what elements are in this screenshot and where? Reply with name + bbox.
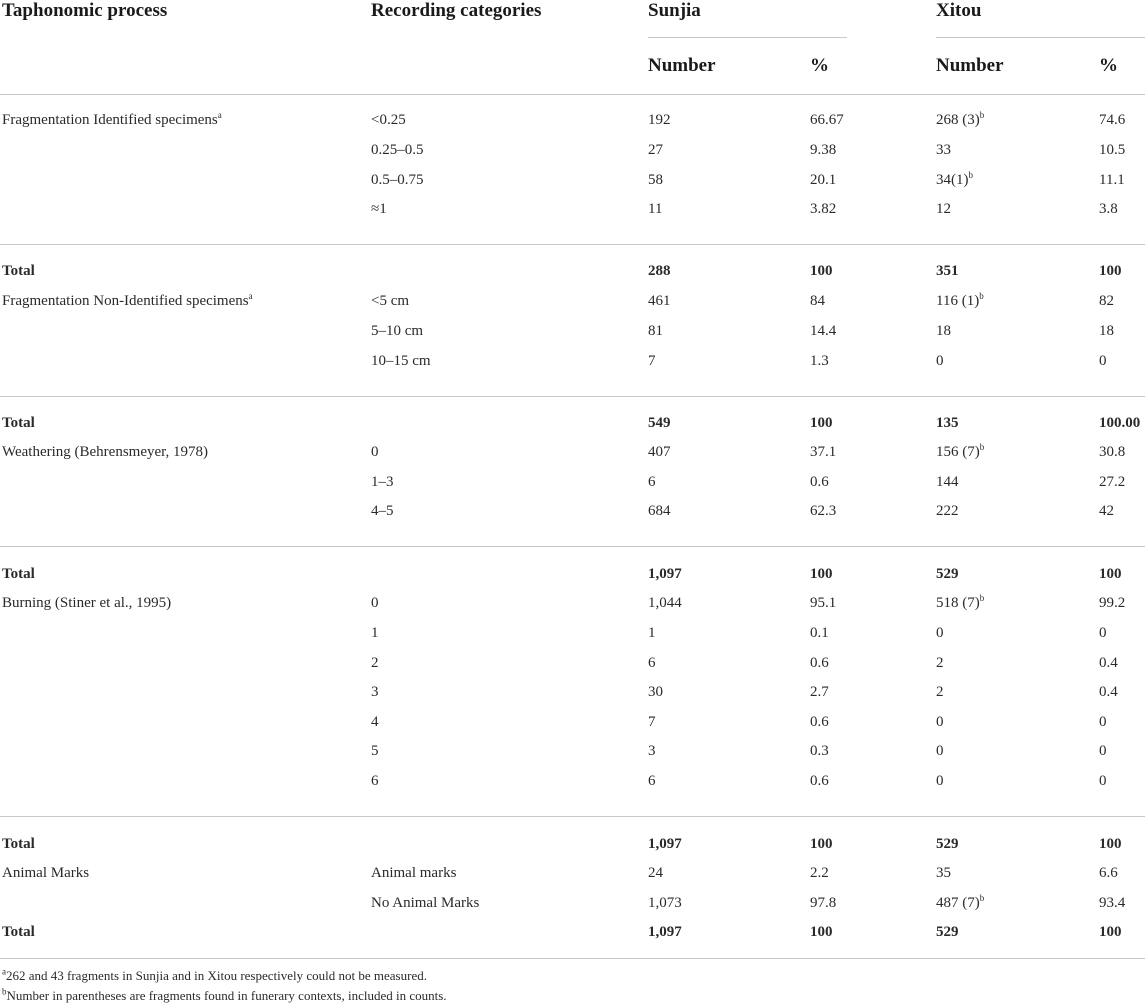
cell-xitou-percent: 11.1 [1099,172,1125,188]
cell-xitou-number: 144 [936,474,959,490]
cell-sunjia-number: 1,044 [648,595,682,611]
cell-xitou-number: 0 [936,625,944,641]
cell-category: <0.25 [371,112,406,128]
cell-category: 4 [371,714,379,730]
header-sunjia-percent: % [810,55,829,76]
cell-xitou-number: $34(1)^b$ [936,170,973,188]
cell-sunjia-percent: 66.67 [810,112,844,128]
header-recording-categories: Recording categories [371,0,542,21]
cell-sunjia-number: 192 [648,112,671,128]
cell-xitou-percent: 6.6 [1099,865,1118,881]
cell-sunjia-percent: 0.6 [810,714,829,730]
cell-category: 2 [371,655,379,671]
cell-process: Total [2,415,35,431]
cell-category: 0 [371,444,379,460]
cell-sunjia-number: 549 [648,415,671,431]
cell-sunjia-percent: 62.3 [810,503,837,519]
cell-category: 0.5–0.75 [371,172,424,188]
table-bottom-rule [0,958,1145,959]
cell-xitou-number: 351 [936,263,959,279]
header-bottom-rule [0,94,1145,95]
cell-process: Total [2,263,35,279]
cell-xitou-percent: 30.8 [1099,444,1126,460]
cell-sunjia-number: 24 [648,865,663,881]
cell-category: 0.25–0.5 [371,142,424,158]
cell-xitou-percent: 0 [1099,714,1107,730]
cell-xitou-number: 18 [936,323,951,339]
cell-sunjia-number: 6 [648,773,656,789]
cell-xitou-percent: 10.5 [1099,142,1126,158]
cell-sunjia-number: 7 [648,353,656,369]
cell-xitou-number: 268 $(3)^b$ [936,110,985,128]
cell-category: 5–10 cm [371,323,424,339]
section-rule [0,546,1145,547]
footnote-a: $^a$262 and 43 fragments in Sunjia and in Xitou respectively could not be measured. [2,966,427,983]
cell-category: 10–15 cm [371,353,431,369]
cell-category: No Animal Marks [371,895,480,911]
cell-sunjia-percent: 95.1 [810,595,837,611]
cell-sunjia-number: 30 [648,684,663,700]
cell-xitou-percent: 74.6 [1099,112,1126,128]
cell-sunjia-number: 27 [648,142,663,158]
cell-process: Fragmentation Identified specimens$^a$ [2,110,222,128]
cell-xitou-percent: 100 [1099,566,1122,582]
cell-xitou-percent: 0 [1099,353,1107,369]
cell-sunjia-number: 684 [648,503,671,519]
header-site-sunjia: Sunjia [648,0,701,21]
cell-xitou-percent: 82 [1099,293,1114,309]
cell-sunjia-percent: 0.6 [810,474,829,490]
cell-xitou-percent: 0 [1099,773,1107,789]
cell-category: 0 [371,595,379,611]
section-rule [0,396,1145,397]
section-rule [0,244,1145,245]
cell-process: Total [2,924,35,940]
cell-sunjia-number: 6 [648,474,656,490]
cell-xitou-percent: 42 [1099,503,1114,519]
cell-sunjia-percent: 20.1 [810,172,837,188]
cell-sunjia-number: 407 [648,444,671,460]
section-rule [0,816,1145,817]
cell-category: 3 [371,684,379,700]
cell-process: Total [2,836,35,852]
cell-xitou-number: 222 [936,503,959,519]
cell-xitou-number: 135 [936,415,959,431]
cell-xitou-number: 35 [936,865,951,881]
cell-sunjia-number: 1,097 [648,566,682,582]
cell-xitou-percent: 0 [1099,625,1107,641]
cell-xitou-number: 156 $(7)^b$ [936,442,985,460]
cell-category: Animal marks [371,865,457,881]
cell-xitou-number: 518 $(7)^b$ [936,593,985,611]
cell-process: Burning (Stiner et al., 1995) [2,595,172,611]
header-xitou-percent: % [1099,55,1118,76]
header-sunjia-number: Number [648,55,716,76]
cell-sunjia-percent: 100 [810,566,833,582]
cell-category: 5 [371,743,379,759]
cell-sunjia-percent: 0.6 [810,655,829,671]
cell-xitou-number: 529 [936,566,959,582]
cell-process: Fragmentation Non-Identified specimens$^a$ [2,291,253,309]
sunjia-subheader-rule [648,37,847,38]
cell-sunjia-percent: 100 [810,924,833,940]
cell-xitou-percent: 0.4 [1099,655,1118,671]
cell-sunjia-number: 58 [648,172,663,188]
cell-xitou-percent: 100 [1099,924,1122,940]
cell-sunjia-number: 1,097 [648,924,682,940]
cell-sunjia-number: 6 [648,655,656,671]
header-xitou-number: Number [936,55,1004,76]
cell-sunjia-percent: 9.38 [810,142,837,158]
cell-xitou-percent: 0 [1099,743,1107,759]
cell-xitou-number: 0 [936,714,944,730]
footnote-b: $^b$Number in parentheses are fragments found in funerary contexts, included in counts. [2,986,447,1003]
cell-category: <5 cm [371,293,410,309]
cell-xitou-number: 2 [936,684,944,700]
cell-xitou-number: 529 [936,924,959,940]
cell-sunjia-number: 81 [648,323,663,339]
cell-sunjia-number: 1,097 [648,836,682,852]
cell-sunjia-percent: 2.7 [810,684,829,700]
cell-sunjia-percent: 1.3 [810,353,829,369]
cell-xitou-number: 0 [936,353,944,369]
cell-xitou-number: 33 [936,142,951,158]
xitou-subheader-rule [936,37,1145,38]
cell-xitou-number: 0 [936,743,944,759]
cell-sunjia-number: 1 [648,625,656,641]
cell-sunjia-percent: 0.1 [810,625,829,641]
cell-sunjia-percent: 100 [810,263,833,279]
cell-sunjia-percent: 3.82 [810,201,837,217]
cell-xitou-percent: 100 [1099,836,1122,852]
cell-sunjia-percent: 37.1 [810,444,837,460]
cell-xitou-percent: 100 [1099,263,1122,279]
cell-xitou-percent: 93.4 [1099,895,1126,911]
cell-sunjia-number: 461 [648,293,671,309]
cell-process: Total [2,566,35,582]
cell-sunjia-percent: 0.3 [810,743,829,759]
cell-xitou-percent: 3.8 [1099,201,1118,217]
cell-category: 1 [371,625,379,641]
cell-xitou-number: 12 [936,201,951,217]
cell-xitou-number: 487 $(7)^b$ [936,893,985,911]
cell-xitou-percent: 18 [1099,323,1114,339]
cell-sunjia-number: 1,073 [648,895,682,911]
cell-process: Weathering (Behrensmeyer, 1978) [2,444,209,460]
cell-xitou-number: 116 $(1)^b$ [936,291,984,309]
cell-category: 4–5 [371,503,394,519]
cell-xitou-percent: 0.4 [1099,684,1118,700]
cell-sunjia-number: 7 [648,714,656,730]
cell-sunjia-percent: 100 [810,415,833,431]
cell-xitou-percent: 100.00 [1099,415,1141,431]
cell-xitou-number: 2 [936,655,944,671]
cell-category: ≈1 [371,201,387,217]
cell-xitou-number: 529 [936,836,959,852]
cell-sunjia-percent: 97.8 [810,895,837,911]
cell-sunjia-number: 11 [648,201,663,217]
cell-sunjia-number: 3 [648,743,656,759]
cell-category: 6 [371,773,379,789]
cell-sunjia-percent: 100 [810,836,833,852]
cell-sunjia-percent: 14.4 [810,323,837,339]
cell-sunjia-percent: 2.2 [810,865,829,881]
header-taphonomic-process: Taphonomic process [2,0,168,21]
cell-xitou-percent: 27.2 [1099,474,1126,490]
cell-sunjia-percent: 0.6 [810,773,829,789]
cell-category: 1–3 [371,474,394,490]
header-site-xitou: Xitou [936,0,982,21]
cell-sunjia-number: 288 [648,263,671,279]
cell-xitou-percent: 99.2 [1099,595,1126,611]
cell-process: Animal Marks [2,865,90,881]
cell-xitou-number: 0 [936,773,944,789]
cell-sunjia-percent: 84 [810,293,825,309]
